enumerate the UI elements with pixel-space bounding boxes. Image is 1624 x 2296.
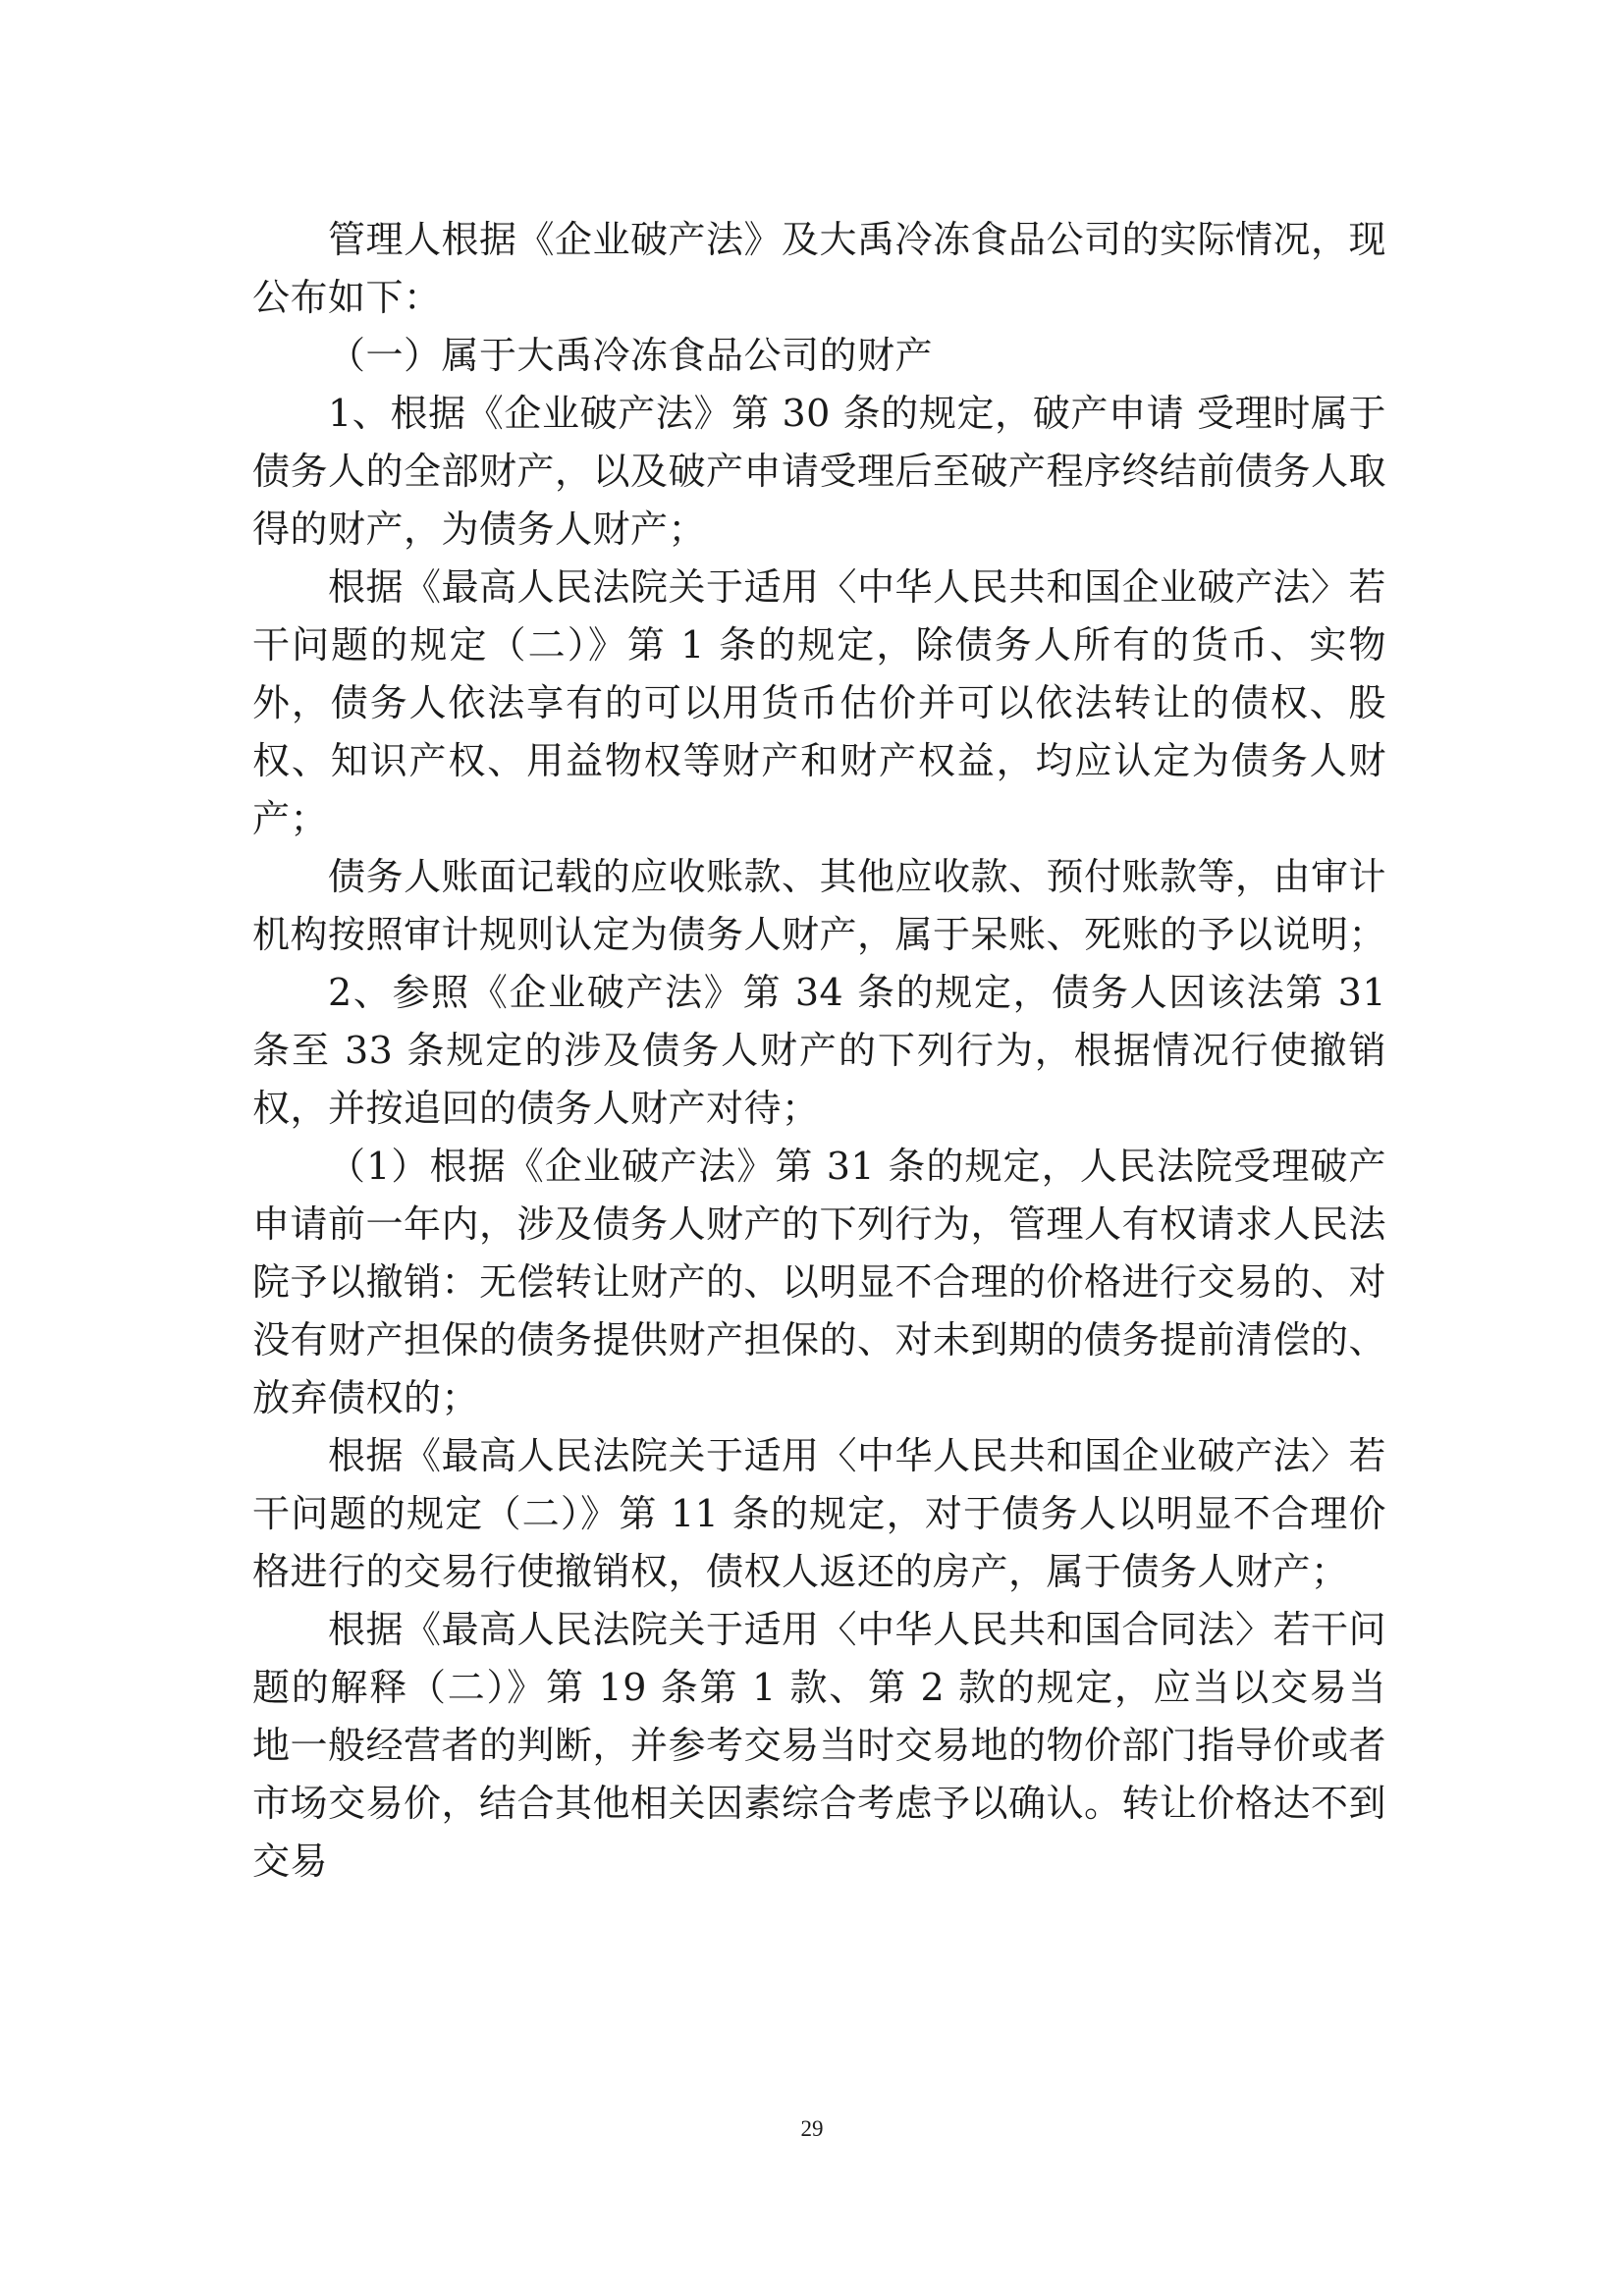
paragraph-judicial-interpretation-art-1: 根据《最高人民法院关于适用〈中华人民共和国企业破产法〉若干问题的规定（二）》第 1 条的规定，除债务人所有的货币、实物外，债务人依法享有的可以用货币估价并可以依法转让的债权、股权、知识产权、用益物权等财产和财产权益，均应认定为债务人财产； [252,565,1387,840]
paragraph-item-1: 1、根据《企业破产法》第 30 条的规定，破产申请 受理时属于债务人的全部财产，以及破产申请受理后至破产程序终结前债务人取得的财产，为债务人财产； [252,392,1387,551]
section-heading-debtor-property: （一）属于大禹冷冻食品公司的财产 [328,334,934,377]
paragraph-judicial-interpretation-art-11: 根据《最高人民法院关于适用〈中华人民共和国企业破产法〉若干问题的规定（二）》第 11 条的规定，对于债务人以明显不合理价格进行的交易行使撤销权，债权人返还的房产，属于债务人财产； [252,1434,1387,1593]
paragraph-intro: 管理人根据《企业破产法》及大禹冷冻食品公司的实际情况，现公布如下： [252,218,1387,319]
paragraph-receivables: 债务人账面记载的应收账款、其他应收款、预付账款等，由审计机构按照审计规则认定为债务人财产，属于呆账、死账的予以说明； [252,855,1387,956]
paragraph-contract-law-interpretation: 根据《最高人民法院关于适用〈中华人民共和国合同法〉若干问题的解释（二）》第 19 条第 1 款、第 2 款的规定，应当以交易当地一般经营者的判断，并参考交易当时交易地的物价部门指导价或者市场交易价，结合其他相关因素综合考虑予以确认。转让价格达不到交易 [252,1608,1387,1883]
page-number: 29 [800,2116,824,2141]
body-text [252,211,1386,1891]
paragraph-subitem-1: （1）根据《企业破产法》第 31 条的规定，人民法院受理破产申请前一年内，涉及债务人财产的下列行为，管理人有权请求人民法院予以撤销：无偿转让财产的、以明显不合理的价格进行交易的、对没有财产担保的债务提供财产担保的、对未到期的债务提前清偿的、放弃债权的； [252,1145,1387,1419]
paragraph-item-2: 2、参照《企业破产法》第 34 条的规定，债务人因该法第 31 条至 33 条规定的涉及债务人财产的下列行为，根据情况行使撤销权，并按追回的债务人财产对待； [252,971,1386,1130]
